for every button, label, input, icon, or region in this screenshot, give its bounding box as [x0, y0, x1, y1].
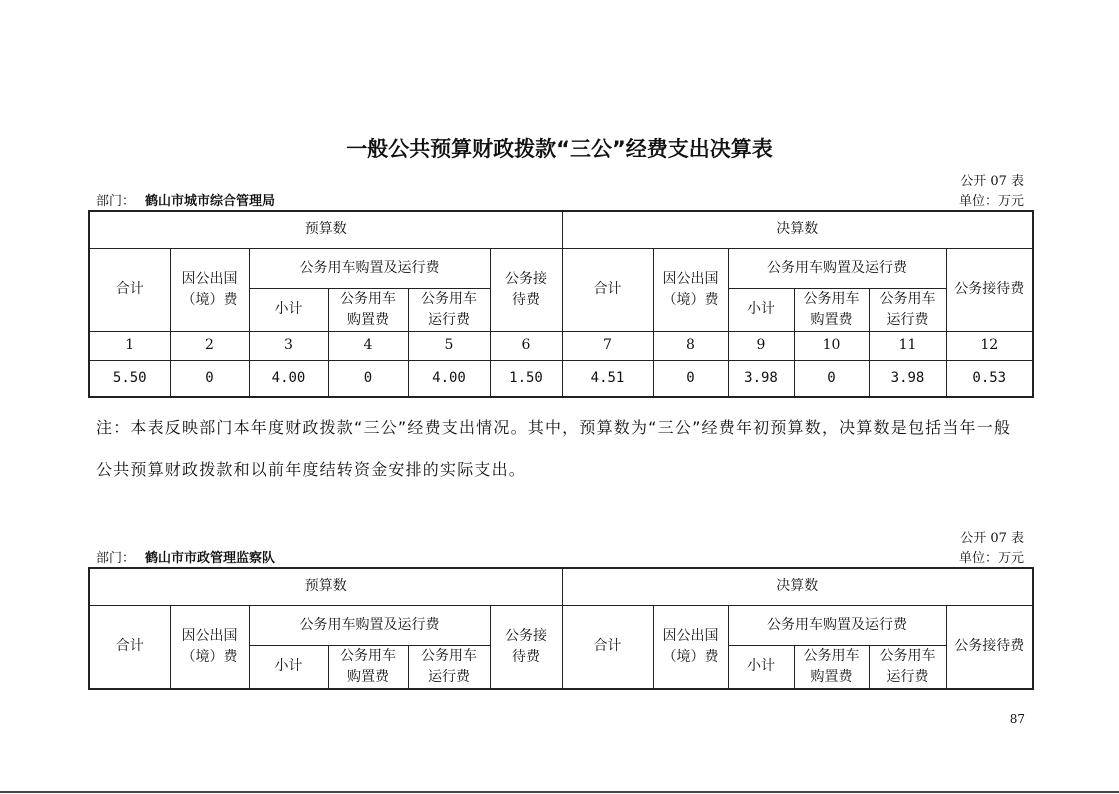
table-note: 注：本表反映部门本年度财政拨款“三公”经费支出情况。其中，预算数为“三公”经费年初预算数，决算数是包括当年一般公共预算财政拨款和以前年度结转资金安排的实际支出。 [96, 418, 1012, 479]
column-number: 8 [653, 331, 728, 360]
column-number: 4 [328, 331, 408, 360]
value-budget-vehicle-subtotal: 4.00 [249, 360, 328, 397]
department-name: 鹤山市城市综合管理局 [145, 194, 276, 209]
operate-header: 公务用车 运行费 [408, 645, 490, 689]
total-header: 合计 [562, 605, 653, 689]
vehicle-header: 公务用车购置及运行费 [728, 605, 946, 645]
value-final-abroad: 0 [653, 360, 728, 397]
subtotal-header: 小计 [728, 288, 794, 331]
value-budget-vehicle-operate: 4.00 [408, 360, 490, 397]
form-code: 公开 07 表 [960, 174, 1024, 189]
abroad-header: 因公出国 （境）费 [653, 605, 728, 689]
value-final-total: 4.51 [562, 360, 653, 397]
final-header: 决算数 [562, 568, 1033, 605]
expense-table-1 [88, 210, 1034, 398]
expense-table-2 [88, 567, 1034, 690]
vehicle-header: 公务用车购置及运行费 [249, 605, 490, 645]
total-header: 合计 [562, 248, 653, 331]
subtotal-header: 小计 [728, 645, 794, 689]
total-header: 合计 [89, 605, 170, 689]
operate-header: 公务用车 运行费 [408, 288, 490, 331]
operate-header: 公务用车 运行费 [869, 288, 946, 331]
column-number-row [89, 331, 1033, 360]
value-final-vehicle-purchase: 0 [794, 360, 869, 397]
reception-header: 公务接 待费 [490, 248, 562, 331]
final-header: 决算数 [562, 211, 1033, 248]
department-prefix: 部门： [96, 194, 136, 209]
unit-label: 单位：万元 [958, 551, 1024, 566]
column-number: 7 [562, 331, 653, 360]
page-title: 一般公共预算财政拨款“三公”经费支出决算表 [346, 137, 773, 161]
abroad-header: 因公出国 （境）费 [653, 248, 728, 331]
value-budget-vehicle-purchase: 0 [328, 360, 408, 397]
abroad-header: 因公出国 （境）费 [170, 248, 249, 331]
page-number: 87 [1009, 712, 1025, 726]
budget-header: 预算数 [89, 211, 562, 248]
department-prefix: 部门： [96, 551, 136, 566]
column-number: 2 [170, 331, 249, 360]
purchase-header: 公务用车 购置费 [794, 288, 869, 331]
vehicle-header: 公务用车购置及运行费 [728, 248, 946, 288]
abroad-header: 因公出国 （境）费 [170, 605, 249, 689]
value-final-vehicle-operate: 3.98 [869, 360, 946, 397]
purchase-header: 公务用车 购置费 [328, 645, 408, 689]
reception-header: 公务接 待费 [490, 605, 562, 689]
column-number: 10 [794, 331, 869, 360]
budget-header: 预算数 [89, 568, 562, 605]
column-number: 11 [869, 331, 946, 360]
department-line [96, 190, 275, 209]
value-final-vehicle-subtotal: 3.98 [728, 360, 794, 397]
purchase-header: 公务用车 购置费 [328, 288, 408, 331]
column-number: 12 [946, 331, 1033, 360]
column-number: 5 [408, 331, 490, 360]
purchase-header: 公务用车 购置费 [794, 645, 869, 689]
value-final-reception: 0.53 [946, 360, 1033, 397]
reception-header: 公务接待费 [946, 605, 1033, 689]
department-line [96, 547, 275, 566]
unit-label: 单位：万元 [958, 194, 1024, 209]
vehicle-header: 公务用车购置及运行费 [249, 248, 490, 288]
department-name: 鹤山市市政管理监察队 [145, 551, 276, 566]
reception-header: 公务接待费 [946, 248, 1033, 331]
column-number: 6 [490, 331, 562, 360]
value-budget-reception: 1.50 [490, 360, 562, 397]
value-budget-total: 5.50 [89, 360, 170, 397]
form-code: 公开 07 表 [960, 531, 1024, 546]
subtotal-header: 小计 [249, 288, 328, 331]
column-number: 3 [249, 331, 328, 360]
page-bottom-rule [0, 791, 1119, 793]
subtotal-header: 小计 [249, 645, 328, 689]
operate-header: 公务用车 运行费 [869, 645, 946, 689]
value-budget-abroad: 0 [170, 360, 249, 397]
table-row [89, 360, 1033, 397]
column-number: 1 [89, 331, 170, 360]
total-header: 合计 [89, 248, 170, 331]
column-number: 9 [728, 331, 794, 360]
